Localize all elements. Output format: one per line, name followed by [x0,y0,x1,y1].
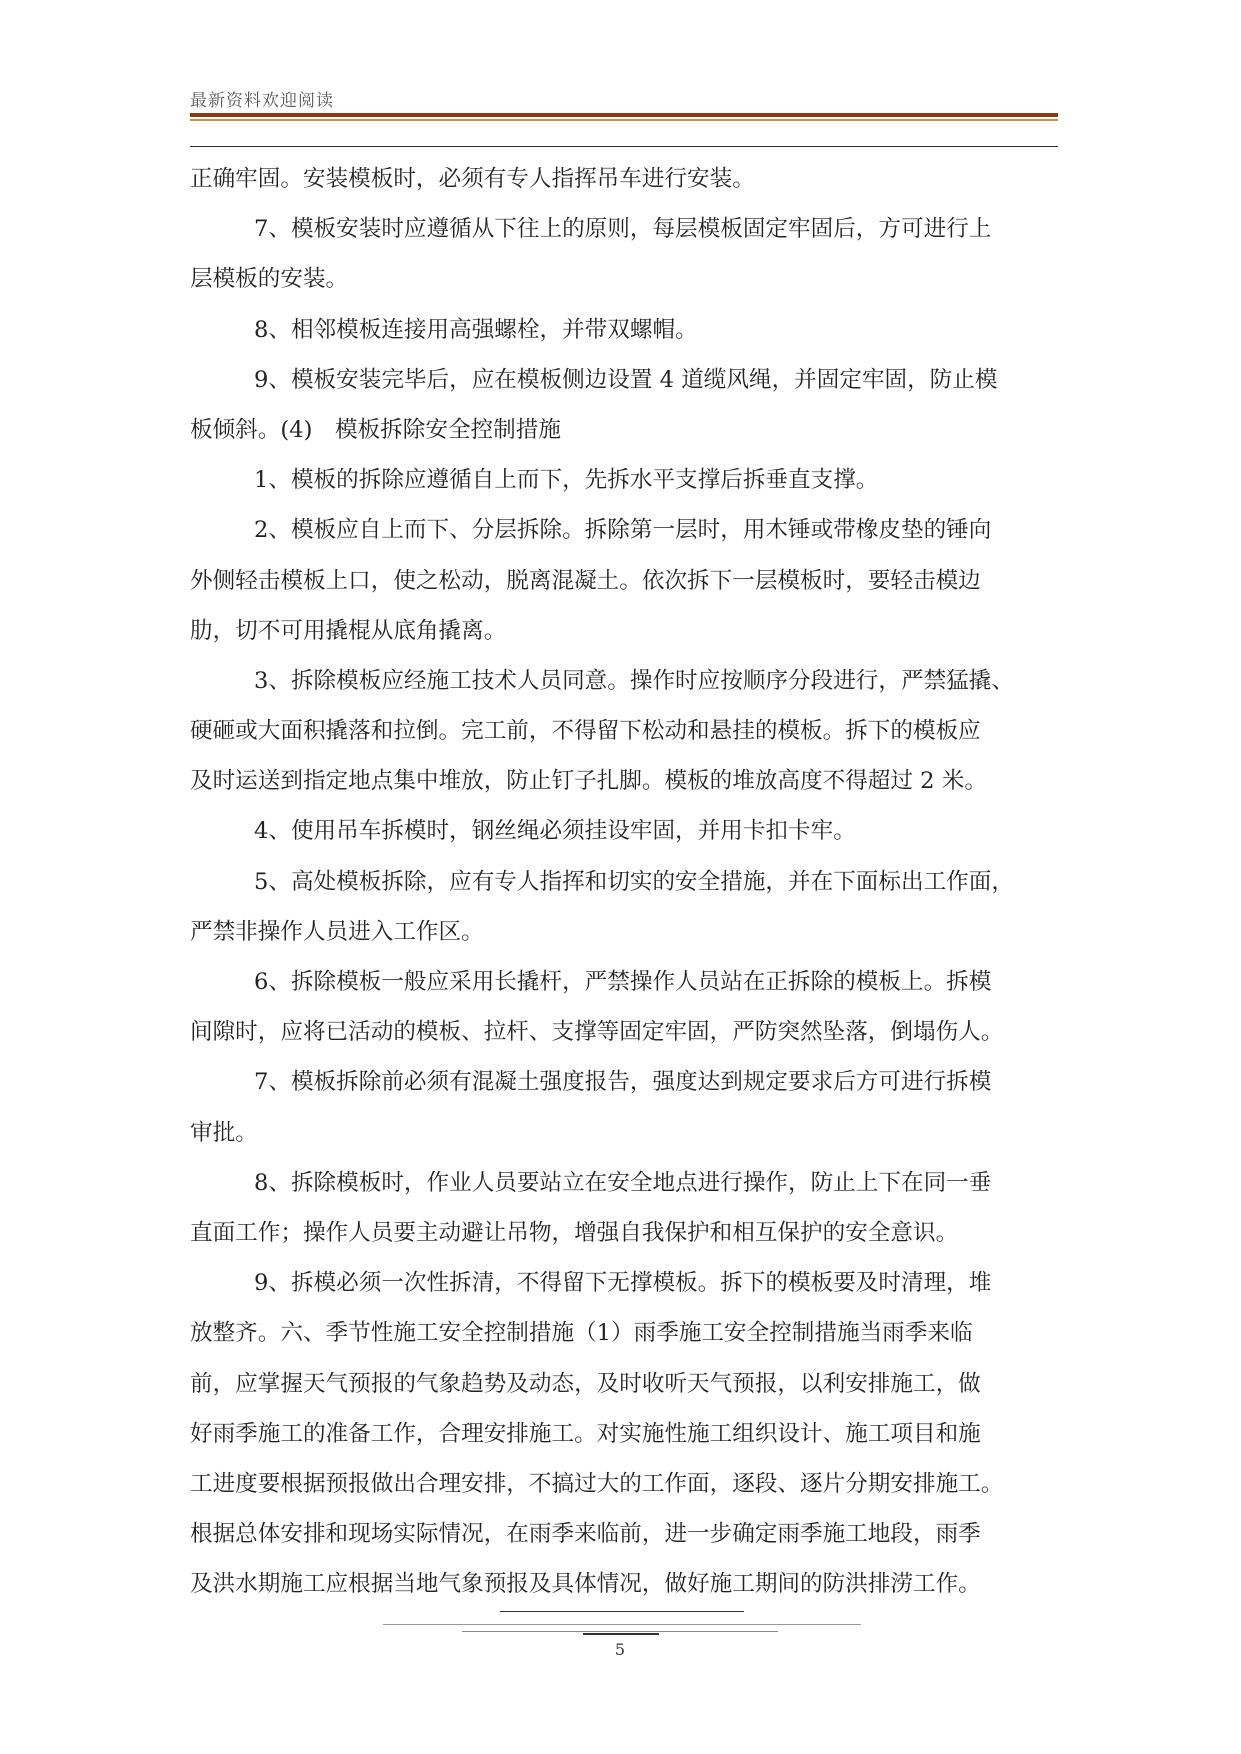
header-rule-accent [190,119,1058,121]
footer-rule-short [583,1633,659,1635]
text-line: 间隙时，应将已活动的模板、拉杆、支撑等固定牢固，严防突然坠落，倒塌伤人。 [190,1019,1004,1046]
text-line: 前，应掌握天气预报的气象趋势及动态，及时收听天气预报，以利安排施工，做 [190,1370,981,1397]
text-line: 3、拆除模板应经施工技术人员同意。操作时应按顺序分段进行，严禁猛撬、 [254,667,1014,694]
text-line: 工进度要根据预报做出合理安排，不搞过大的工作面，逐段、逐片分期安排施工。 [190,1470,1004,1497]
text-line: 8、拆除模板时，作业人员要站立在安全地点进行操作，防止上下在同一垂 [254,1169,992,1196]
text-line: 2、模板应自上而下、分层拆除。拆除第一层时，用木锤或带橡皮垫的锤向 [254,517,992,544]
text-line: 外侧轻击模板上口，使之松动，脱离混凝土。依次拆下一层模板时，要轻击模边 [190,567,981,594]
text-line: 9、拆模必须一次性拆清，不得留下无撑模板。拆下的模板要及时清理，堆 [254,1270,992,1297]
page-number: 5 [614,1640,626,1659]
text-line: 8、相邻模板连接用高强螺栓，并带双螺帽。 [254,316,698,343]
text-line: 好雨季施工的准备工作，合理安排施工。对实施性施工组织设计、施工项目和施 [190,1420,981,1447]
text-line: 硬砸或大面积撬落和拉倒。完工前，不得留下松动和悬挂的模板。拆下的模板应 [190,718,981,745]
text-line: 直面工作；操作人员要主动避让吊物，增强自我保护和相互保护的安全意识。 [190,1219,959,1246]
text-line: 7、模板拆除前必须有混凝土强度报告，强度达到规定要求后方可进行拆模 [254,1069,992,1096]
text-line: 根据总体安排和现场实际情况，在雨季来临前，进一步确定雨季施工地段，雨季 [190,1521,981,1548]
header-title: 最新资料欢迎阅读 [190,91,334,111]
text-line: 1、模板的拆除应遵循自上而下，先拆水平支撑后拆垂直支撑。 [254,467,879,494]
header-rule-thick [190,113,1058,117]
text-line: 层模板的安装。 [190,266,349,293]
header-rule-thin [190,146,1058,147]
text-line: 肋，切不可用撬棍从底角撬离。 [190,617,507,644]
body-text [190,154,1070,1609]
text-line: 9、模板安装完毕后，应在模板侧边设置 4 道缆风绳，并固定牢固，防止模 [254,366,998,393]
footer-rule-top [500,1611,744,1612]
text-line: 4、使用吊车拆模时，钢丝绳必须挂设牢固，并用卡扣卡牢。 [254,818,856,845]
text-line: 正确牢固。安装模板时，必须有专人指挥吊车进行安装。 [190,166,755,192]
text-line: 及洪水期施工应根据当地气象预报及具体情况，做好施工期间的防洪排涝工作。 [190,1571,981,1598]
text-line: 严禁非操作人员进入工作区。 [190,918,484,945]
text-line: 审批。 [190,1119,258,1146]
text-line: 7、模板安装时应遵循从下往上的原则，每层模板固定牢固后，方可进行上 [254,216,992,243]
footer-rule-lower [462,1631,778,1632]
footer-rule-wide [383,1624,861,1625]
text-line: 5、高处模板拆除，应有专人指挥和切实的安全措施，并在下面标出工作面， [254,868,1014,895]
text-line: 及时运送到指定地点集中堆放，防止钉子扎脚。模板的堆放高度不得超过 2 米。 [190,768,987,795]
text-line: 6、拆除模板一般应采用长撬杆，严禁操作人员站在正拆除的模板上。拆模 [254,969,992,995]
text-line: 放整齐。六、季节性施工安全控制措施（1）雨季施工安全控制措施当雨季来临 [190,1320,973,1347]
text-line: 板倾斜。(4) 模板拆除安全控制措施 [190,416,561,443]
